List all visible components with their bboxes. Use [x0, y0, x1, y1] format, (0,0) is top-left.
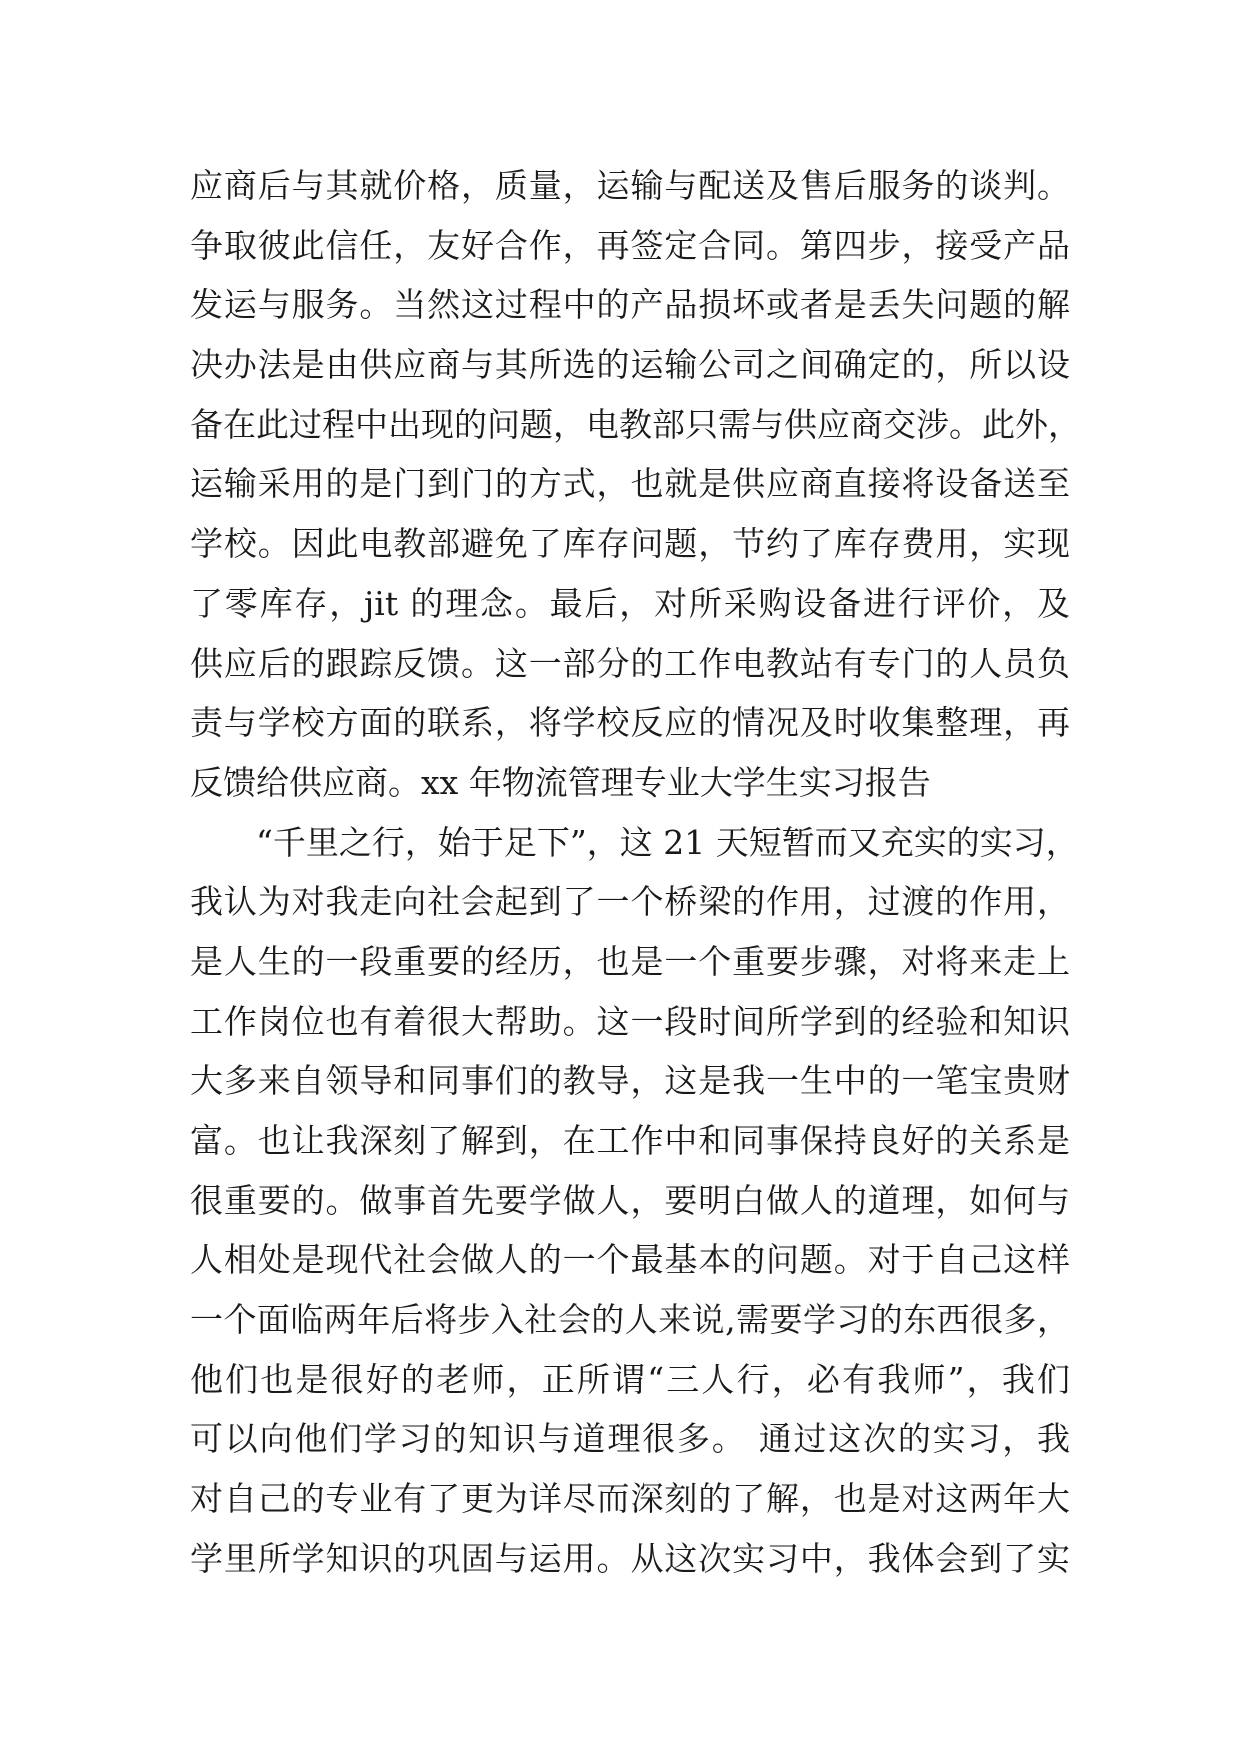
- text-line: 反馈给供应商。xx 年物流管理专业大学生实习报告: [190, 762, 931, 802]
- text-line: 决办法是由供应商与其所选的运输公司之间确定的，所以设: [190, 345, 1070, 385]
- text-line: 很重要的。做事首先要学做人，要明白做人的道理，如何与: [190, 1180, 1070, 1220]
- text-line: 我认为对我走向社会起到了一个桥梁的作用，过渡的作用，: [190, 882, 1070, 922]
- body-text: [190, 156, 1081, 1589]
- text-line: 他们也是很好的老师，正所谓“三人行，必有我师”，我们: [190, 1359, 1070, 1399]
- text-line: 工作岗位也有着很大帮助。这一段时间所学到的经验和知识: [190, 1001, 1070, 1041]
- text-line: 应商后与其就价格，质量，运输与配送及售后服务的谈判。: [190, 166, 1070, 205]
- text-line: 备在此过程中出现的问题，电教部只需与供应商交涉。此外，: [190, 404, 1081, 444]
- text-line: 争取彼此信任，友好合作，再签定合同。第四步，接受产品: [190, 225, 1070, 265]
- text-line: “千里之行，始于足下”，这 21 天短暂而又充实的实习，: [190, 822, 1079, 862]
- text-line: 发运与服务。当然这过程中的产品损坏或者是丢失问题的解: [190, 285, 1070, 325]
- text-line: 对自己的专业有了更为详尽而深刻的了解，也是对这两年大: [190, 1479, 1070, 1519]
- text-line: 人相处是现代社会做人的一个最基本的问题。对于自己这样: [190, 1240, 1070, 1280]
- text-line: 学校。因此电教部避免了库存问题，节约了库存费用，实现: [190, 524, 1070, 564]
- text-line: 供应后的跟踪反馈。这一部分的工作电教站有专门的人员负: [190, 643, 1070, 683]
- text-line: 运输采用的是门到门的方式，也就是供应商直接将设备送至: [190, 464, 1070, 504]
- text-line: 学里所学知识的巩固与运用。从这次实习中，我体会到了实: [190, 1538, 1070, 1578]
- text-line: 了零库存，jit 的理念。最后，对所采购设备进行评价，及: [190, 583, 1070, 623]
- text-line: 一个面临两年后将步入社会的人来说,需要学习的东西很多，: [190, 1300, 1070, 1340]
- text-line: 富。也让我深刻了解到，在工作中和同事保持良好的关系是: [190, 1121, 1070, 1160]
- text-line: 大多来自领导和同事们的教导，这是我一生中的一笔宝贵财: [190, 1061, 1070, 1101]
- text-line: 是人生的一段重要的经历，也是一个重要步骤，对将来走上: [190, 941, 1070, 981]
- text-line: 可以向他们学习的知识与道理很多。 通过这次的实习，我: [190, 1419, 1070, 1459]
- text-line: 责与学校方面的联系，将学校反应的情况及时收集整理，再: [190, 703, 1070, 743]
